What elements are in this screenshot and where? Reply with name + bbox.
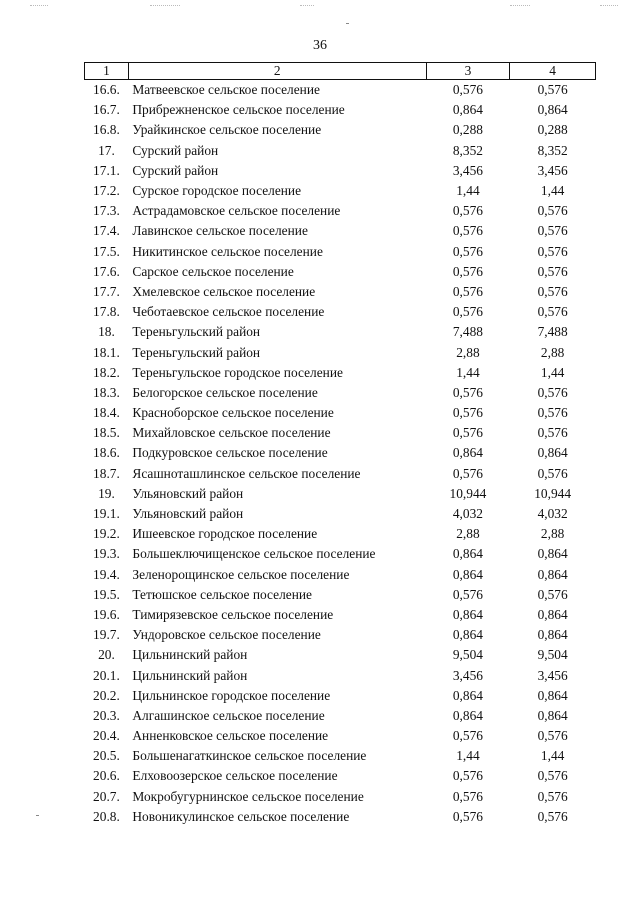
value-column-4: 0,576: [537, 283, 568, 299]
row-number: 20.3.: [93, 707, 120, 723]
table-row: [85, 787, 596, 807]
row-number: 19.2.: [93, 526, 120, 542]
row-number: 17.1.: [93, 162, 120, 178]
value-column-4: 0,576: [537, 82, 568, 98]
scan-speck: [346, 23, 349, 24]
value-column-3: 4,032: [452, 506, 483, 522]
value-column-3: 0,576: [452, 808, 483, 824]
table-row: [85, 645, 596, 665]
row-number: 20.5.: [93, 748, 120, 764]
settlement-name: Сурское городское поселение: [132, 183, 302, 199]
value-column-4: 2,88: [540, 526, 565, 542]
value-column-4: 0,864: [537, 566, 568, 582]
settlement-name: Чеботаевское сельское поселение: [132, 304, 325, 320]
value-column-3: 0,576: [452, 203, 483, 219]
value-column-4: 0,576: [537, 728, 568, 744]
value-column-3: 0,864: [452, 627, 483, 643]
table-row: [85, 746, 596, 766]
row-number: 19.7.: [93, 627, 120, 643]
row-number: 20.2.: [93, 687, 120, 703]
value-column-4: 0,576: [537, 223, 568, 239]
table-row: [85, 585, 596, 605]
value-column-4: 0,576: [537, 263, 568, 279]
value-column-3: 1,44: [456, 364, 480, 380]
table-row: [85, 282, 596, 302]
table-row: [85, 201, 596, 221]
value-column-3: 3,456: [452, 162, 483, 178]
row-number: 20.4.: [93, 728, 120, 744]
settlement-name: Сарское сельское поселение: [132, 263, 294, 279]
value-column-3: 0,576: [452, 304, 483, 320]
table-row: [85, 544, 596, 564]
row-number: 16.6.: [93, 82, 120, 98]
table-row: [85, 221, 596, 241]
value-column-4: 3,456: [537, 162, 568, 178]
row-number: 18.7.: [93, 465, 120, 481]
table-row: [85, 605, 596, 625]
table-row: [85, 504, 596, 524]
row-number: 18.6.: [93, 445, 120, 461]
settlement-name: Новоникулинское сельское поселение: [132, 808, 350, 824]
table-row: [85, 524, 596, 544]
table-row: [85, 181, 596, 201]
row-number: 20.1.: [93, 667, 120, 683]
value-column-4: 1,44: [540, 748, 565, 764]
scan-speck: [36, 815, 39, 816]
value-column-3: 0,576: [452, 263, 483, 279]
value-column-3: 10,944: [449, 485, 487, 501]
settlement-name: Ишеевское городское поселение: [132, 526, 318, 542]
row-number: 17.4.: [93, 223, 120, 239]
value-column-4: 0,576: [537, 465, 568, 481]
value-column-3: 8,352: [452, 142, 483, 158]
row-number: 20.: [98, 647, 115, 663]
settlement-name: Тереньгульское городское поселение: [132, 364, 343, 380]
scan-header-noise: [30, 5, 620, 15]
value-column-3: 0,576: [452, 728, 483, 744]
value-column-3: 0,864: [452, 566, 483, 582]
settlement-name: Елховоозерское сельское поселение: [132, 768, 338, 784]
row-number: 20.8.: [93, 808, 120, 824]
value-column-4: 0,576: [537, 586, 568, 602]
value-column-3: 1,44: [456, 748, 480, 764]
table-row: [85, 302, 596, 322]
table-row: [85, 161, 596, 181]
settlement-name: Белогорское сельское поселение: [132, 384, 318, 400]
value-column-4: 0,288: [537, 122, 568, 138]
table-body: [85, 80, 596, 827]
settlement-name: Никитинское сельское поселение: [132, 243, 323, 259]
settlement-name: Ульяновский район: [132, 485, 244, 501]
settlement-name: Матвеевское сельское поселение: [132, 82, 320, 98]
value-column-4: 0,576: [537, 808, 568, 824]
value-column-3: 0,576: [452, 223, 483, 239]
value-column-4: 3,456: [537, 667, 568, 683]
allocation-table: [84, 62, 596, 827]
table-header-row: [85, 63, 596, 80]
column-header-1: 1: [85, 63, 129, 80]
settlement-name: Цильнинское городское поселение: [132, 687, 331, 703]
settlement-name: Михайловское сельское поселение: [132, 425, 331, 441]
value-column-4: 0,576: [537, 768, 568, 784]
table-row: [85, 565, 596, 585]
table-row: [85, 443, 596, 463]
value-column-4: 8,352: [537, 142, 568, 158]
value-column-4: 0,864: [537, 707, 568, 723]
settlement-name: Красноборское сельское поселение: [132, 405, 334, 421]
row-number: 18.5.: [93, 425, 120, 441]
table-row: [85, 242, 596, 262]
value-column-3: 0,576: [452, 384, 483, 400]
table-row: [85, 706, 596, 726]
settlement-name: Анненковское сельское поселение: [132, 728, 329, 744]
settlement-name: Астрадамовское сельское поселение: [132, 203, 341, 219]
table-row: [85, 363, 596, 383]
row-number: 17.8.: [93, 304, 120, 320]
value-column-3: 2,88: [456, 344, 480, 360]
value-column-3: 0,864: [452, 707, 483, 723]
value-column-4: 0,576: [537, 384, 568, 400]
settlement-name: Ундоровское сельское поселение: [132, 627, 321, 643]
value-column-4: 2,88: [540, 344, 565, 360]
column-header-2: 2: [128, 63, 426, 80]
value-column-4: 0,576: [537, 788, 568, 804]
row-number: 16.8.: [93, 122, 120, 138]
table-row: [85, 342, 596, 362]
table-row: [85, 766, 596, 786]
row-number: 17.7.: [93, 283, 120, 299]
row-number: 19.5.: [93, 586, 120, 602]
value-column-3: 0,576: [452, 283, 483, 299]
row-number: 19.3.: [93, 546, 120, 562]
table-row: [85, 383, 596, 403]
value-column-4: 0,864: [537, 445, 568, 461]
value-column-4: 4,032: [537, 506, 568, 522]
settlement-name: Тимирязевское сельское поселение: [132, 606, 334, 622]
value-column-3: 0,576: [452, 243, 483, 259]
row-number: 16.7.: [93, 102, 120, 118]
value-column-3: 9,504: [452, 647, 483, 663]
value-column-4: 1,44: [540, 183, 565, 199]
table-row: [85, 464, 596, 484]
value-column-3: 0,576: [452, 768, 483, 784]
row-number: 19.1.: [93, 506, 120, 522]
row-number: 19.4.: [93, 566, 120, 582]
table-row: [85, 726, 596, 746]
row-number: 20.7.: [93, 788, 120, 804]
row-number: 17.2.: [93, 183, 120, 199]
settlement-name: Сурский район: [132, 142, 219, 158]
value-column-4: 7,488: [537, 324, 568, 340]
value-column-3: 0,576: [452, 82, 483, 98]
table-row: [85, 625, 596, 645]
settlement-name: Лавинское сельское поселение: [132, 223, 308, 239]
value-column-4: 0,864: [537, 102, 568, 118]
value-column-4: 0,576: [537, 425, 568, 441]
row-number: 18.1.: [93, 344, 120, 360]
column-header-3: 3: [426, 63, 510, 80]
row-number: 20.6.: [93, 768, 120, 784]
settlement-name: Прибрежненское сельское поселение: [132, 102, 345, 118]
table-row: [85, 120, 596, 140]
value-column-4: 0,576: [537, 203, 568, 219]
value-column-3: 0,576: [452, 788, 483, 804]
value-column-4: 0,864: [537, 627, 568, 643]
row-number: 19.: [98, 485, 115, 501]
table-row: [85, 141, 596, 161]
settlement-name: Сурский район: [132, 162, 219, 178]
value-column-3: 2,88: [456, 526, 480, 542]
row-number: 18.: [98, 324, 115, 340]
value-column-3: 0,864: [452, 445, 483, 461]
value-column-4: 10,944: [534, 485, 572, 501]
table-row: [85, 665, 596, 685]
value-column-3: 0,864: [452, 102, 483, 118]
table-row: [85, 686, 596, 706]
row-number: 18.2.: [93, 364, 120, 380]
page-number: 36: [313, 38, 327, 53]
settlement-name: Тереньгульский район: [132, 324, 261, 340]
table-row: [85, 484, 596, 504]
table-row: [85, 807, 596, 827]
value-column-4: 1,44: [540, 364, 565, 380]
value-column-3: 0,576: [452, 405, 483, 421]
value-column-4: 0,864: [537, 687, 568, 703]
value-column-3: 0,576: [452, 425, 483, 441]
table-row: [85, 322, 596, 342]
settlement-name: Большеключищенское сельское поселение: [132, 546, 376, 562]
row-number: 17.3.: [93, 203, 120, 219]
table-row: [85, 403, 596, 423]
table-row: [85, 423, 596, 443]
row-number: 18.3.: [93, 384, 120, 400]
row-number: 18.4.: [93, 405, 120, 421]
settlement-name: Цильнинский район: [132, 667, 248, 683]
table-row: [85, 100, 596, 120]
settlement-name: Цильнинский район: [132, 647, 248, 663]
value-column-3: 0,288: [452, 122, 483, 138]
table-row: [85, 262, 596, 282]
settlement-name: Хмелевское сельское поселение: [132, 283, 316, 299]
value-column-3: 1,44: [456, 183, 480, 199]
value-column-3: 0,864: [452, 606, 483, 622]
settlement-name: Зеленорощинское сельское поселение: [132, 566, 350, 582]
value-column-3: 0,864: [452, 546, 483, 562]
settlement-name: Подкуровское сельское поселение: [132, 445, 328, 461]
row-number: 19.6.: [93, 606, 120, 622]
settlement-name: Ясашноташлинское сельское поселение: [132, 465, 361, 481]
settlement-name: Тетюшское сельское поселение: [132, 586, 312, 602]
table-row: [85, 80, 596, 101]
value-column-3: 3,456: [452, 667, 483, 683]
settlement-name: Большенагаткинское сельское поселение: [132, 748, 367, 764]
settlement-name: Урайкинское сельское поселение: [132, 122, 322, 138]
settlement-name: Ульяновский район: [132, 506, 244, 522]
row-number: 17.6.: [93, 263, 120, 279]
value-column-3: 0,576: [452, 586, 483, 602]
value-column-4: 0,864: [537, 606, 568, 622]
column-header-4: 4: [510, 63, 596, 80]
value-column-4: 0,576: [537, 405, 568, 421]
value-column-3: 0,864: [452, 687, 483, 703]
value-column-3: 0,576: [452, 465, 483, 481]
settlement-name: Алгашинское сельское поселение: [132, 707, 325, 723]
table-header: [85, 63, 596, 80]
value-column-4: 9,504: [537, 647, 568, 663]
row-number: 17.5.: [93, 243, 120, 259]
value-column-4: 0,864: [537, 546, 568, 562]
value-column-4: 0,576: [537, 304, 568, 320]
value-column-3: 7,488: [452, 324, 483, 340]
settlement-name: Мокробугурнинское сельское поселение: [132, 788, 364, 804]
row-number: 17.: [98, 142, 115, 158]
settlement-name: Тереньгульский район: [132, 344, 261, 360]
value-column-4: 0,576: [537, 243, 568, 259]
